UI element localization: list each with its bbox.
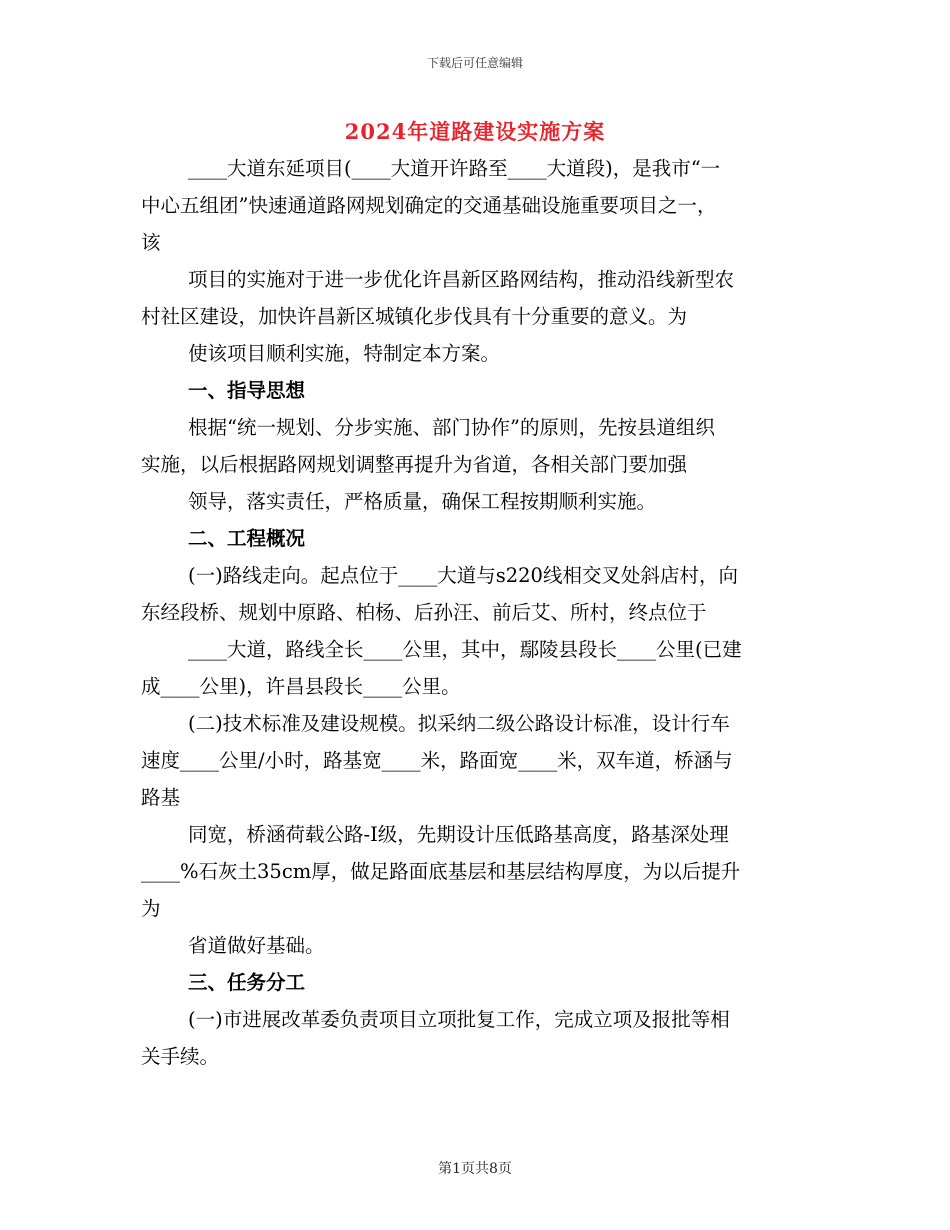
body-line: 该 — [141, 231, 161, 254]
document-title: 2024年道路建设实施方案 — [344, 119, 606, 144]
page-header-note: 下载后可任意编辑 — [426, 56, 523, 70]
document-body — [141, 150, 811, 1075]
body-line: (一)路线走向。起点位于____大道与s220线相交叉处斜店村，向 — [188, 564, 738, 587]
body-line: 实施，以后根据路网规划调整再提升为省道，各相关部门要加强 — [141, 453, 688, 476]
body-line: ____%石灰土35cm厚，做足路面底基层和基层结构厚度，为以后提升 — [141, 860, 741, 883]
section-heading: 二、工程概况 — [188, 527, 306, 550]
body-line: 使该项目顺利实施，特制定本方案。 — [188, 342, 501, 365]
body-line: 根据“统一规划、分步实施、部门协作”的原则，先按县道组织 — [188, 416, 715, 439]
body-line: 项目的实施对于进一步优化许昌新区路网结构，推动沿线新型农 — [188, 268, 735, 291]
body-line: (一)市进展改革委负责项目立项批复工作，完成立项及报批等相 — [188, 1008, 730, 1031]
body-line: 路基 — [141, 786, 181, 809]
body-line: 东经段桥、规划中原路、柏杨、后孙汪、前后艾、所村，终点位于 — [141, 601, 707, 624]
body-line: ____大道，路线全长____公里，其中，鄢陵县段长____公里(已建 — [188, 638, 742, 661]
body-line: 中心五组团”快速通道路网规划确定的交通基础设施重要项目之一， — [141, 194, 717, 217]
body-line: 村社区建设，加快许昌新区城镇化步伐具有十分重要的意义。为 — [141, 305, 688, 328]
body-line: ____大道东延项目(____大道开许路至____大道段)，是我市“一 — [188, 157, 721, 180]
body-line: 领导，落实责任，严格质量，确保工程按期顺利实施。 — [188, 490, 657, 513]
body-line: 省道做好基础。 — [188, 934, 325, 957]
body-line: 为 — [141, 897, 161, 920]
body-line: 关手续。 — [141, 1045, 220, 1068]
body-line: 速度____公里/小时，路基宽____米，路面宽____米，双车道，桥涵与 — [141, 749, 733, 772]
page-number-footer: 第1页共8页 — [438, 1161, 512, 1177]
section-heading: 一、指导思想 — [188, 379, 306, 402]
body-line: 成____公里)，许昌县段长____公里。 — [141, 675, 461, 698]
body-line: (二)技术标准及建设规模。拟采纳二级公路设计标准，设计行车 — [188, 712, 730, 735]
body-line: 同宽，桥涵荷载公路-Ⅰ级，先期设计压低路基高度，路基深处理 — [188, 823, 729, 846]
section-heading: 三、任务分工 — [188, 971, 306, 994]
